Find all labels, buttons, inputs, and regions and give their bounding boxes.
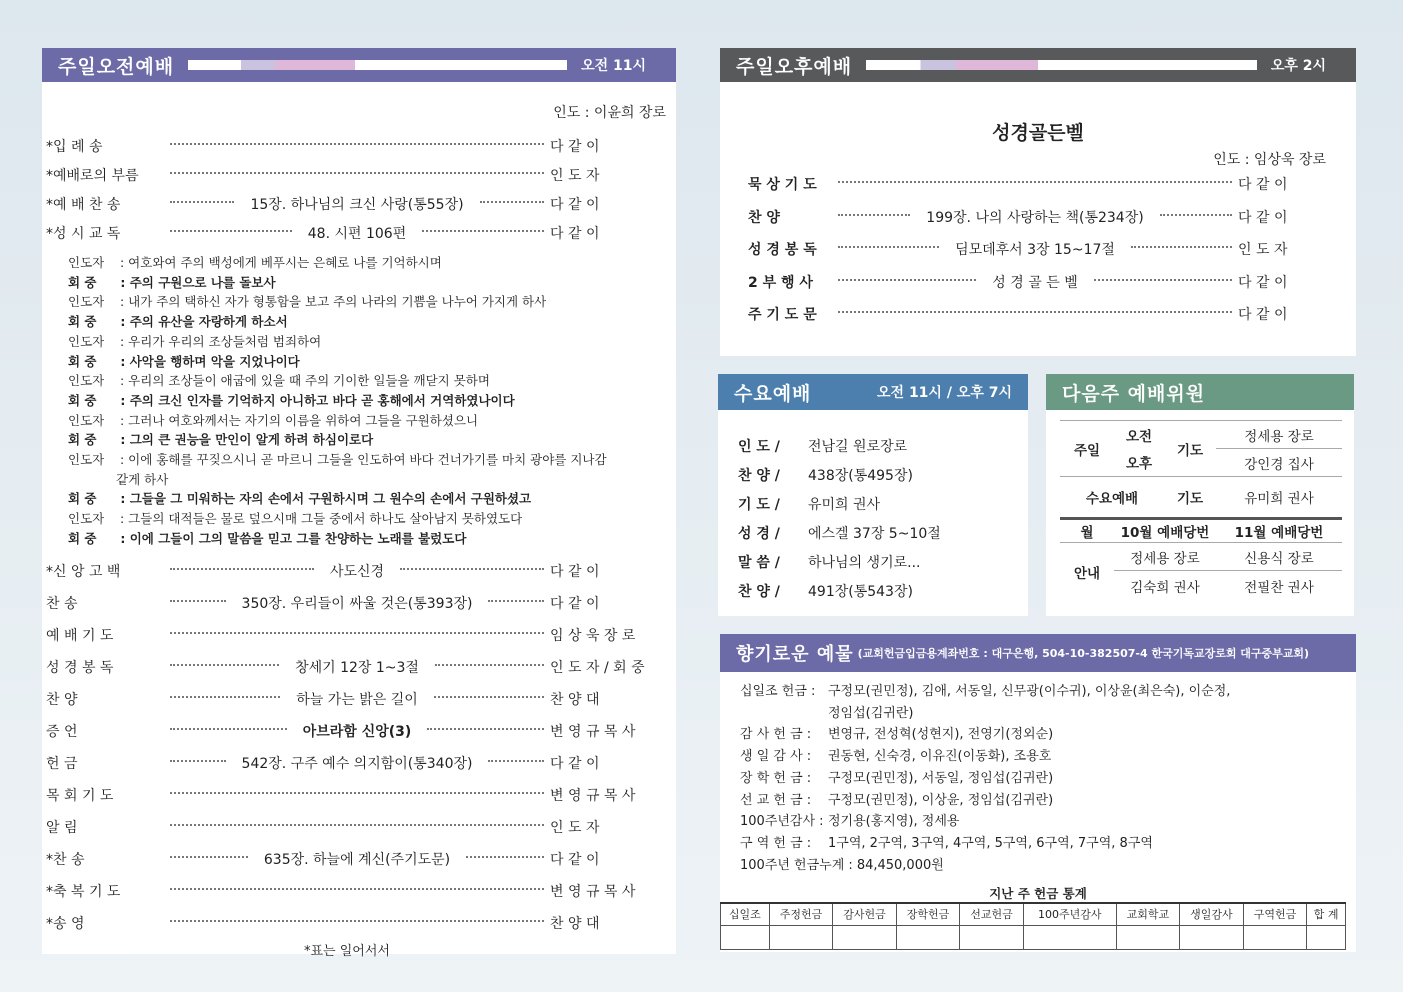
wednesday-value: 하나님의 생기로... — [808, 555, 921, 571]
stats-value-cell — [833, 925, 897, 949]
oct-label: 10월 예배당번 — [1120, 525, 1210, 541]
wednesday-value: 전남길 원로장로 — [808, 439, 908, 455]
order-row — [748, 207, 1326, 227]
responsive-speaker: 회 중 — [68, 274, 97, 290]
nov-guide-2: 전필찬 권사 — [1244, 579, 1314, 596]
morning-service-panel — [42, 48, 676, 959]
order-performer: 변 영 규 목 사 — [550, 788, 636, 804]
order-label: 예 배 기 도 — [46, 628, 114, 644]
responsive-line — [68, 391, 515, 409]
colon: : — [116, 491, 130, 507]
wednesday-row — [738, 523, 941, 543]
oct-guide-1: 정세용 장로 — [1130, 550, 1200, 567]
order-item: 635장. 하늘에 계신(주기도문) — [263, 852, 451, 868]
order-item: 창세기 12장 1~3절 — [295, 660, 419, 676]
stats-value-cell — [1243, 925, 1307, 949]
wed-prayer-label: 기도 — [1176, 491, 1204, 507]
responsive-text: 같게 하사 — [116, 471, 169, 487]
offering-label: 선 교 헌 금 : — [740, 792, 812, 808]
responsive-line — [68, 332, 321, 350]
responsive-line — [68, 371, 490, 389]
leader-dots — [170, 632, 544, 634]
wednesday-label: 찬 양 / — [738, 584, 780, 600]
responsive-speaker: 회 중 — [68, 353, 97, 369]
leader-dots — [170, 824, 544, 826]
order-label: *찬 송 — [46, 852, 85, 868]
order-performer: 다 같 이 — [1238, 177, 1288, 193]
responsive-line — [68, 411, 478, 429]
next-week-table — [1060, 420, 1342, 601]
order-row — [46, 165, 666, 185]
order-label: 찬 양 — [46, 692, 78, 708]
wednesday-value: 438장(통495장) — [808, 468, 913, 484]
order-row — [46, 785, 666, 805]
leader-dots — [170, 728, 287, 730]
afternoon-subtitle: 성경골든벨 — [992, 122, 1084, 144]
sunday-label: 주일 — [1073, 442, 1101, 459]
offering-line — [740, 767, 1053, 786]
order-row — [46, 849, 666, 869]
order-performer: 인 도 자 / 회 중 — [550, 660, 645, 676]
colon: : — [116, 412, 129, 428]
order-performer: 다 같 이 — [1238, 307, 1288, 323]
leader-dots — [1160, 214, 1232, 216]
pm-prayer-name: 강인경 집사 — [1244, 456, 1314, 473]
order-item: 사도신경 — [329, 564, 385, 580]
offering-title: 향기로운 예물 — [736, 644, 854, 665]
colon: : — [116, 274, 130, 290]
responsive-line — [68, 253, 442, 271]
responsive-text: 여호와여 주의 백성에게 베푸시는 은혜로 나를 기억하시며 — [128, 255, 442, 270]
leader-dots — [488, 760, 544, 762]
order-label: *입 례 송 — [46, 139, 103, 155]
order-item: 350장. 우리들이 싸울 것은(통393장) — [241, 596, 473, 612]
guide-label: 안내 — [1073, 565, 1101, 582]
month-label: 월 — [1080, 525, 1094, 541]
order-row — [46, 817, 666, 837]
order-label: 찬 양 — [748, 209, 780, 226]
leader-dots — [170, 664, 279, 666]
order-performer: 다 같 이 — [1238, 209, 1288, 226]
nov-guide-1: 신용식 장로 — [1244, 550, 1314, 567]
order-item: 48. 시편 106편 — [307, 226, 407, 242]
morning-title: 주일오전예배 — [58, 55, 175, 78]
leader-dots — [488, 600, 544, 602]
stats-header-cell: 교회학교 — [1116, 903, 1180, 925]
wednesday-row — [738, 494, 880, 514]
responsive-line — [68, 529, 466, 547]
next-week-panel — [1046, 374, 1354, 616]
responsive-speaker: 인도자 — [68, 412, 105, 428]
offering-names: 구정모(권민정), 서동일, 정임섭(김귀란) — [828, 770, 1054, 786]
order-performer: 다 같 이 — [550, 139, 600, 155]
wednesday-row — [738, 436, 907, 456]
wednesday-label: 기 도 / — [738, 497, 780, 513]
order-label: 성 경 봉 독 — [748, 242, 817, 258]
responsive-line — [68, 430, 373, 448]
colon: : — [116, 333, 129, 349]
offering-names: 정기용(홍지영), 정세용 — [828, 814, 960, 830]
order-row — [46, 881, 666, 901]
responsive-text: 주의 구원으로 나를 돌보사 — [129, 274, 276, 290]
order-item: 199장. 나의 사랑하는 책(통234장) — [926, 209, 1144, 226]
responsive-text: 그러나 여호와께서는 자기의 이름을 위하여 그들을 구원하셨으니 — [128, 412, 479, 428]
responsive-speaker: 인도자 — [68, 255, 105, 270]
leader-dots — [480, 201, 544, 203]
order-performer: 인 도 자 — [1238, 242, 1288, 258]
afternoon-header — [720, 48, 1356, 82]
stats-header-cell: 장학헌금 — [896, 903, 960, 925]
responsive-text: 이에 그들이 그의 말씀을 믿고 그를 찬양하는 노래를 불렀도다 — [129, 530, 467, 546]
offering-line — [740, 832, 1153, 851]
wednesday-header — [718, 374, 1028, 410]
offering-label: 구 역 헌 금 : — [740, 835, 812, 851]
responsive-speaker: 회 중 — [68, 314, 97, 330]
stats-value-cell — [896, 925, 960, 949]
stats-value-cell — [769, 925, 833, 949]
leader-dots — [400, 568, 544, 570]
order-label: 알 림 — [46, 820, 78, 836]
leader-dots — [170, 600, 226, 602]
responsive-speaker: 인도자 — [68, 373, 105, 389]
order-label: *축 복 기 도 — [46, 884, 121, 900]
leader-dots — [838, 181, 1232, 183]
offering-label: 십일조 헌금 : — [740, 684, 816, 699]
responsive-text: 주의 크신 인자를 기억하지 아니하고 바다 곧 홍해에서 거역하였나이다 — [129, 392, 515, 408]
colon: : — [116, 373, 129, 389]
order-row — [46, 136, 666, 156]
responsive-speaker: 인도자 — [68, 511, 105, 527]
offering-names: 권동현, 신숙경, 이유진(이동화), 조용호 — [828, 749, 1052, 765]
order-performer: 다 같 이 — [550, 564, 600, 580]
order-row — [748, 272, 1326, 292]
offering-header — [720, 634, 1356, 672]
leader-dots — [838, 279, 976, 281]
order-row — [46, 561, 666, 581]
wednesday-label: 성 경 / — [738, 526, 780, 542]
order-performer: 다 같 이 — [1238, 274, 1288, 291]
offering-line — [740, 854, 944, 873]
leader-dots — [466, 856, 544, 858]
offering-names: 정임섭(김귀란) — [828, 705, 914, 721]
responsive-text: 그들의 대적들은 물로 덮으시매 그들 중에서 하나도 살아남지 못하였도다 — [128, 511, 523, 527]
leader-dots — [170, 201, 234, 203]
colon: : — [116, 432, 130, 448]
stats-header-cell: 선교헌금 — [960, 903, 1024, 925]
wednesday-row — [738, 581, 913, 601]
offering-label: 감 사 헌 금 : — [740, 727, 812, 743]
leader-dots — [170, 792, 544, 794]
leader-dots — [170, 920, 544, 922]
responsive-line — [68, 312, 288, 330]
colon: : — [116, 511, 129, 527]
oct-guide-2: 김숙희 권사 — [1130, 579, 1200, 596]
wednesday-title: 수요예배 — [734, 382, 812, 405]
leader-dots — [170, 888, 544, 890]
am-prayer-name: 정세용 장로 — [1216, 421, 1342, 449]
wednesday-row — [738, 552, 920, 572]
order-item: 딤모데후서 3장 15~17절 — [955, 242, 1115, 258]
nov-label: 11월 예배당번 — [1234, 525, 1324, 541]
offering-names: 구정모(권민정), 이상윤, 정임섭(김귀란) — [828, 792, 1054, 808]
stats-header-cell: 감사헌금 — [833, 903, 897, 925]
responsive-speaker: 인도자 — [68, 333, 105, 349]
wednesday-value: 491장(통543장) — [808, 584, 913, 600]
offering-line — [740, 789, 1053, 808]
colon: : — [116, 314, 130, 330]
wednesday-label: 말 씀 / — [738, 555, 780, 571]
wednesday-label: 인 도 / — [738, 439, 780, 455]
offering-line — [740, 723, 1053, 742]
order-performer: 변 영 규 목 사 — [550, 884, 636, 900]
order-label: *송 영 — [46, 916, 85, 932]
stats-value-row — [721, 925, 1346, 949]
standing-note: *표는 일어서서 — [304, 944, 390, 959]
responsive-line — [68, 450, 607, 468]
leader-dots — [1094, 279, 1232, 281]
order-row — [748, 174, 1326, 194]
offering-label: 100주년 헌금누계 : — [740, 857, 853, 873]
responsive-text: 우리가 우리의 조상들처럼 범죄하여 — [128, 333, 322, 349]
stats-header-cell: 100주년감사 — [1023, 903, 1116, 925]
responsive-text: 그들을 그 미워하는 자의 손에서 구원하시며 그 원수의 손에서 구원하셨고 — [129, 491, 532, 507]
leader-dots — [170, 856, 248, 858]
responsive-speaker: 회 중 — [68, 432, 97, 448]
order-performer: 다 같 이 — [550, 852, 600, 868]
wed-prayer-name: 유미희 권사 — [1244, 491, 1314, 507]
offering-line — [740, 680, 1230, 699]
offering-names: 변영규, 전성혁(성현지), 전영기(정외순) — [828, 727, 1054, 743]
order-performer: 다 같 이 — [550, 226, 600, 242]
responsive-text: 이에 홍해를 꾸짖으시니 곧 마르니 그들을 인도하여 바다 건너가기를 마치 광야를 지나감 — [128, 452, 607, 467]
responsive-text: 주의 유산을 자랑하게 하소서 — [129, 314, 288, 330]
order-item: 542장. 구주 예수 의지함이(통340장) — [241, 756, 473, 772]
order-row — [46, 625, 666, 645]
leader-dots — [170, 760, 226, 762]
order-row — [46, 223, 666, 243]
responsive-text: 내가 주의 택하신 자가 형통함을 보고 주의 나라의 기쁨을 나누어 가지게 하사 — [128, 294, 547, 310]
header-decor-bar — [866, 60, 1257, 70]
offering-names: 구정모(권민정), 김애, 서동일, 신무광(이수귀), 이상윤(최은숙), 이순정, — [828, 684, 1231, 699]
leader-dots — [170, 230, 292, 232]
leader-dots — [427, 728, 544, 730]
wednesday-time: 오전 11시 / 오후 7시 — [877, 385, 1012, 401]
order-label: 주 기 도 문 — [748, 307, 817, 323]
morning-leader: 인도 : 이윤희 장로 — [553, 105, 666, 121]
next-week-title: 다음주 예배위원 — [1062, 382, 1206, 405]
offering-label: 장 학 헌 금 : — [740, 770, 812, 786]
order-row — [748, 304, 1326, 324]
stats-header-cell: 십일조 — [721, 903, 770, 925]
morning-time: 오전 11시 — [581, 58, 646, 74]
offering-stats-table — [720, 902, 1346, 950]
offering-line — [740, 810, 959, 829]
order-performer: 다 같 이 — [550, 756, 600, 772]
leader-dots — [838, 311, 1232, 313]
leader-dots — [435, 664, 544, 666]
colon: : — [116, 530, 130, 546]
order-label: 찬 송 — [46, 596, 78, 612]
responsive-text: 그의 큰 권능을 만인이 알게 하려 하심이로다 — [129, 432, 374, 448]
order-performer: 임 상 욱 장 로 — [550, 628, 636, 644]
stats-value-cell — [1307, 925, 1346, 949]
colon: : — [116, 255, 129, 270]
afternoon-time: 오후 2시 — [1270, 58, 1326, 74]
responsive-speaker: 회 중 — [68, 491, 97, 507]
offering-line — [740, 745, 1051, 764]
wednesday-value: 에스겔 37장 5~10절 — [808, 526, 941, 542]
order-row — [46, 913, 666, 933]
order-performer: 다 같 이 — [550, 596, 600, 612]
stats-value-cell — [1116, 925, 1180, 949]
leader-dots — [434, 696, 544, 698]
leader-dots — [1131, 246, 1232, 248]
order-label: *성 시 교 독 — [46, 226, 121, 242]
offering-names: 1구역, 2구역, 3구역, 4구역, 5구역, 6구역, 7구역, 8구역 — [828, 835, 1153, 851]
responsive-speaker: 인도자 — [68, 294, 105, 310]
order-item: 아브라함 신앙(3) — [302, 724, 412, 740]
stats-value-cell — [960, 925, 1024, 949]
responsive-line — [68, 352, 300, 370]
offering-line — [740, 702, 914, 721]
wednesday-row — [738, 465, 913, 485]
order-item: 하늘 가는 밝은 길이 — [296, 692, 418, 708]
offering-panel — [720, 634, 1356, 952]
colon: : — [116, 353, 130, 369]
colon: : — [116, 392, 130, 408]
order-row — [46, 593, 666, 613]
afternoon-service-panel — [720, 48, 1356, 356]
afternoon-title: 주일오후예배 — [736, 55, 853, 78]
stats-value-cell — [1023, 925, 1116, 949]
order-item: 15장. 하나님의 크신 사랑(통55장) — [250, 197, 464, 213]
order-label: *예배로의 부름 — [46, 168, 139, 184]
leader-dots — [170, 568, 314, 570]
afternoon-leader: 인도 : 임상욱 장로 — [1213, 152, 1326, 168]
order-label: *신 앙 고 백 — [46, 564, 121, 580]
stats-value-cell — [1180, 925, 1244, 949]
stats-value-cell — [721, 925, 770, 949]
order-performer: 변 영 규 목 사 — [550, 724, 636, 740]
leader-dots — [838, 214, 910, 216]
order-row — [46, 657, 666, 677]
pm-label: 오후 — [1125, 456, 1153, 473]
stats-header-row — [721, 903, 1346, 925]
wed-label: 수요예배 — [1085, 491, 1139, 507]
order-performer: 찬 양 대 — [550, 692, 600, 708]
responsive-line — [68, 470, 168, 488]
order-row — [46, 721, 666, 741]
colon: : — [116, 452, 129, 467]
stats-header-cell: 구역헌금 — [1243, 903, 1307, 925]
stats-header-cell: 생일감사 — [1180, 903, 1244, 925]
order-row — [46, 689, 666, 709]
order-performer: 인 도 자 — [550, 820, 600, 836]
header-decor-bar — [188, 60, 567, 70]
leader-dots — [170, 696, 280, 698]
order-item: 성 경 골 든 벨 — [992, 274, 1078, 291]
offering-label: 100주년감사 : — [740, 814, 824, 830]
responsive-line — [68, 509, 522, 527]
offering-names: 84,450,000원 — [856, 857, 944, 873]
account-info: (교회헌금입금용계좌번호 : 대구은행, 504-10-382507-4 한국기독교장로회 대구중부교회) — [857, 647, 1310, 660]
wednesday-value: 유미희 권사 — [808, 497, 881, 513]
prayer-label: 기도 — [1176, 442, 1204, 459]
wednesday-label: 찬 양 / — [738, 468, 780, 484]
order-label: 묵 상 기 도 — [748, 177, 817, 193]
stats-header-cell: 합 계 — [1307, 903, 1346, 925]
order-label: 목 회 기 도 — [46, 788, 114, 804]
responsive-speaker: 회 중 — [68, 392, 97, 408]
wednesday-service-panel — [718, 374, 1028, 616]
leader-dots — [838, 246, 939, 248]
order-row — [46, 194, 666, 214]
responsive-line — [68, 489, 531, 507]
responsive-speaker: 회 중 — [68, 530, 97, 546]
order-label: 증 언 — [46, 724, 78, 740]
responsive-line — [68, 292, 546, 310]
colon: : — [116, 294, 129, 310]
order-label: 2 부 행 사 — [748, 274, 813, 291]
order-label: 헌 금 — [46, 756, 78, 772]
responsive-text: 사악을 행하며 악을 지었나이다 — [129, 353, 300, 369]
responsive-text: 우리의 조상들이 애굽에 있을 때 주의 기이한 일들을 깨닫지 못하며 — [128, 373, 490, 389]
offering-label: 생 일 감 사 : — [740, 749, 812, 765]
leader-dots — [170, 143, 544, 145]
order-performer: 인 도 자 — [550, 168, 600, 184]
responsive-speaker: 인도자 — [68, 452, 105, 467]
order-row — [46, 753, 666, 773]
order-label: 성 경 봉 독 — [46, 660, 114, 676]
leader-dots — [170, 172, 544, 174]
am-label: 오전 — [1125, 428, 1153, 445]
next-week-header — [1046, 374, 1354, 410]
responsive-line — [68, 273, 276, 291]
order-performer: 찬 양 대 — [550, 916, 600, 932]
order-row — [748, 239, 1326, 259]
order-performer: 다 같 이 — [550, 197, 600, 213]
leader-dots — [422, 230, 544, 232]
morning-header — [42, 48, 676, 82]
stats-header-cell: 주정헌금 — [769, 903, 833, 925]
order-label: *예 배 찬 송 — [46, 197, 121, 213]
stats-title: 지난 주 헌금 통계 — [989, 886, 1087, 901]
